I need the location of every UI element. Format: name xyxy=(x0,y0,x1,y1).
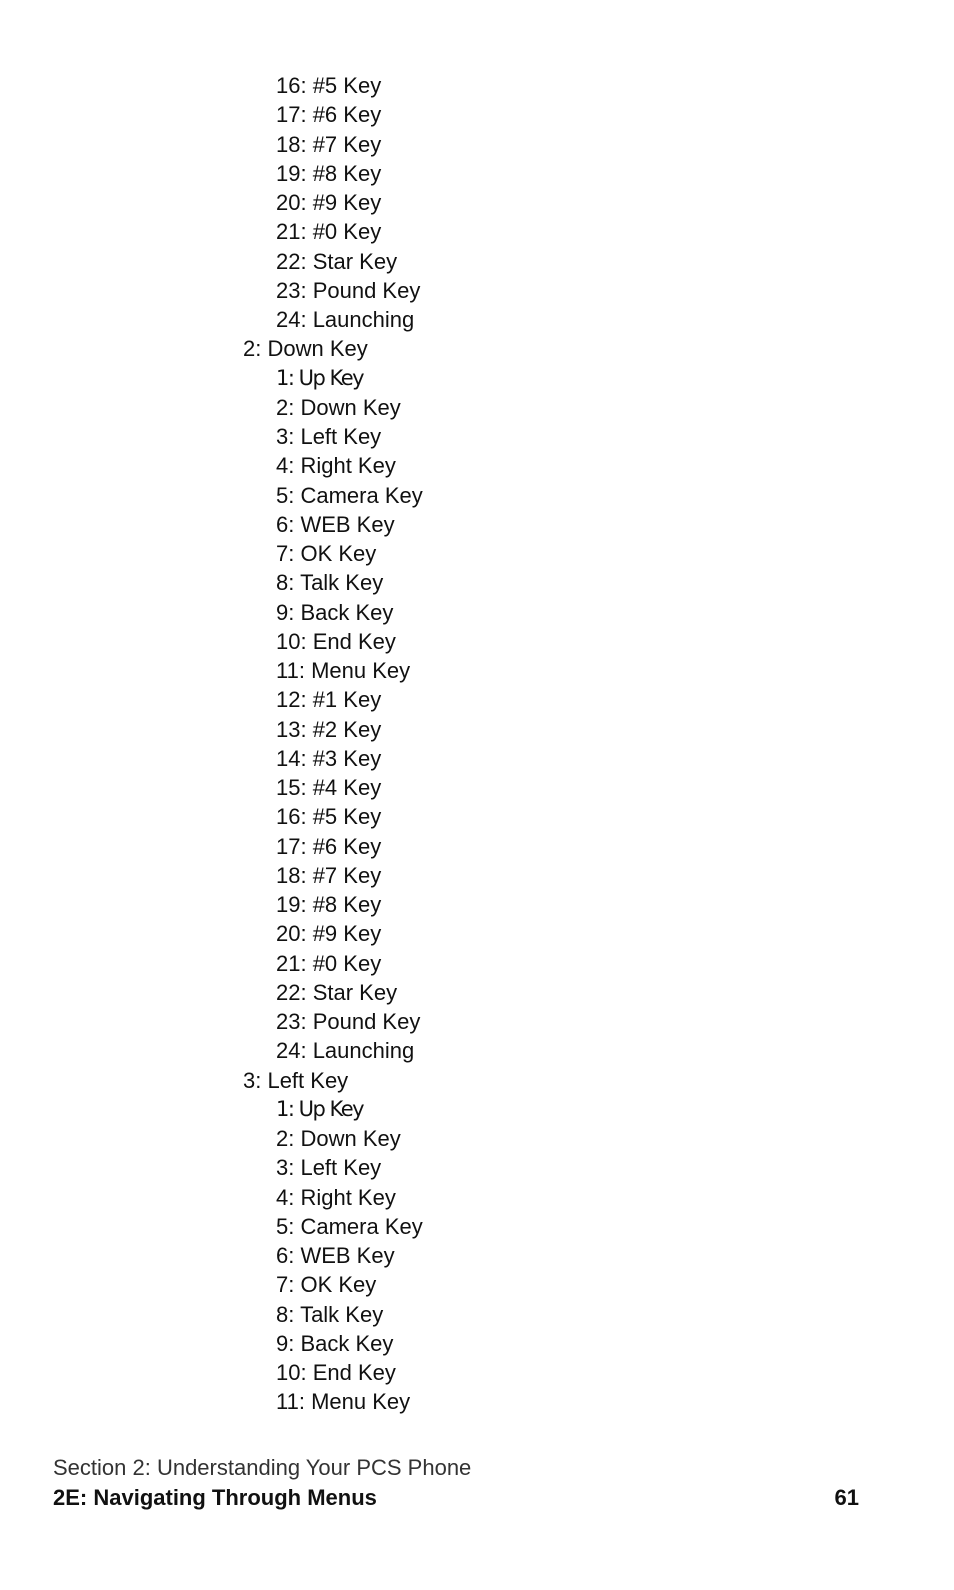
menu-item: 3: Left Key xyxy=(276,424,382,449)
menu-item: 19: #8 Key xyxy=(276,160,382,186)
menu-item: 10: End Key xyxy=(276,1360,396,1385)
menu-item: 12: #1 Key xyxy=(276,687,382,713)
menu-item: 1: Up Key xyxy=(276,1096,364,1121)
menu-item: 22: Star Key xyxy=(276,248,398,274)
menu-item: 11: Menu Key xyxy=(276,1389,411,1415)
menu-item: 1: Up Key xyxy=(276,365,364,390)
menu-item: 14: #3 Key xyxy=(276,745,382,771)
menu-item: 10: End Key xyxy=(276,628,396,654)
menu-item: 22: Star Key xyxy=(276,979,398,1005)
menu-item: 5: Camera Key xyxy=(276,1213,423,1239)
menu-item: 6: WEB Key xyxy=(276,1243,395,1268)
footer-chapter-title: 2E: Navigating Through Menus xyxy=(53,1485,377,1510)
menu-item: 3: Left Key xyxy=(276,1155,382,1181)
menu-item: 16: #5 Key xyxy=(276,73,382,98)
menu-item: 13: #2 Key xyxy=(276,716,382,742)
menu-item: 8: Talk Key xyxy=(276,570,384,596)
footer-section-title: Section 2: Understanding Your PCS Phone xyxy=(53,1455,472,1480)
menu-item: 7: OK Key xyxy=(276,541,377,566)
menu-item: 19: #8 Key xyxy=(276,892,382,917)
menu-item: 4: Right Key xyxy=(276,1184,396,1210)
menu-item: 9: Back Key xyxy=(276,599,394,625)
menu-item: 23: Pound Key xyxy=(276,277,421,303)
menu-item: 24: Launching xyxy=(276,1038,415,1064)
submenu-heading: 2: Down Key xyxy=(243,336,368,362)
menu-item: 11: Menu Key xyxy=(276,658,411,683)
menu-outline xyxy=(0,71,954,1417)
menu-item: 24: Launching xyxy=(276,307,415,332)
menu-item: 21: #0 Key xyxy=(276,219,382,245)
page-number: 61 xyxy=(834,1485,859,1510)
menu-item: 8: Talk Key xyxy=(276,1301,384,1327)
submenu-heading: 3: Left Key xyxy=(243,1067,349,1093)
menu-item: 6: WEB Key xyxy=(276,511,395,537)
menu-item: 5: Camera Key xyxy=(276,482,423,508)
menu-item: 4: Right Key xyxy=(276,453,396,479)
menu-item: 7: OK Key xyxy=(276,1272,377,1298)
menu-item: 17: #6 Key xyxy=(276,102,382,128)
menu-item: 2: Down Key xyxy=(276,394,401,420)
menu-item: 18: #7 Key xyxy=(276,131,382,157)
menu-item: 15: #4 Key xyxy=(276,775,382,800)
menu-item: 20: #9 Key xyxy=(276,921,382,947)
menu-item: 20: #9 Key xyxy=(276,190,382,215)
menu-item: 23: Pound Key xyxy=(276,1009,421,1034)
menu-item: 17: #6 Key xyxy=(276,833,382,859)
menu-item: 21: #0 Key xyxy=(276,950,382,976)
menu-item: 18: #7 Key xyxy=(276,862,382,888)
menu-item: 16: #5 Key xyxy=(276,804,382,830)
menu-item: 2: Down Key xyxy=(276,1126,401,1151)
menu-item: 9: Back Key xyxy=(276,1330,394,1356)
